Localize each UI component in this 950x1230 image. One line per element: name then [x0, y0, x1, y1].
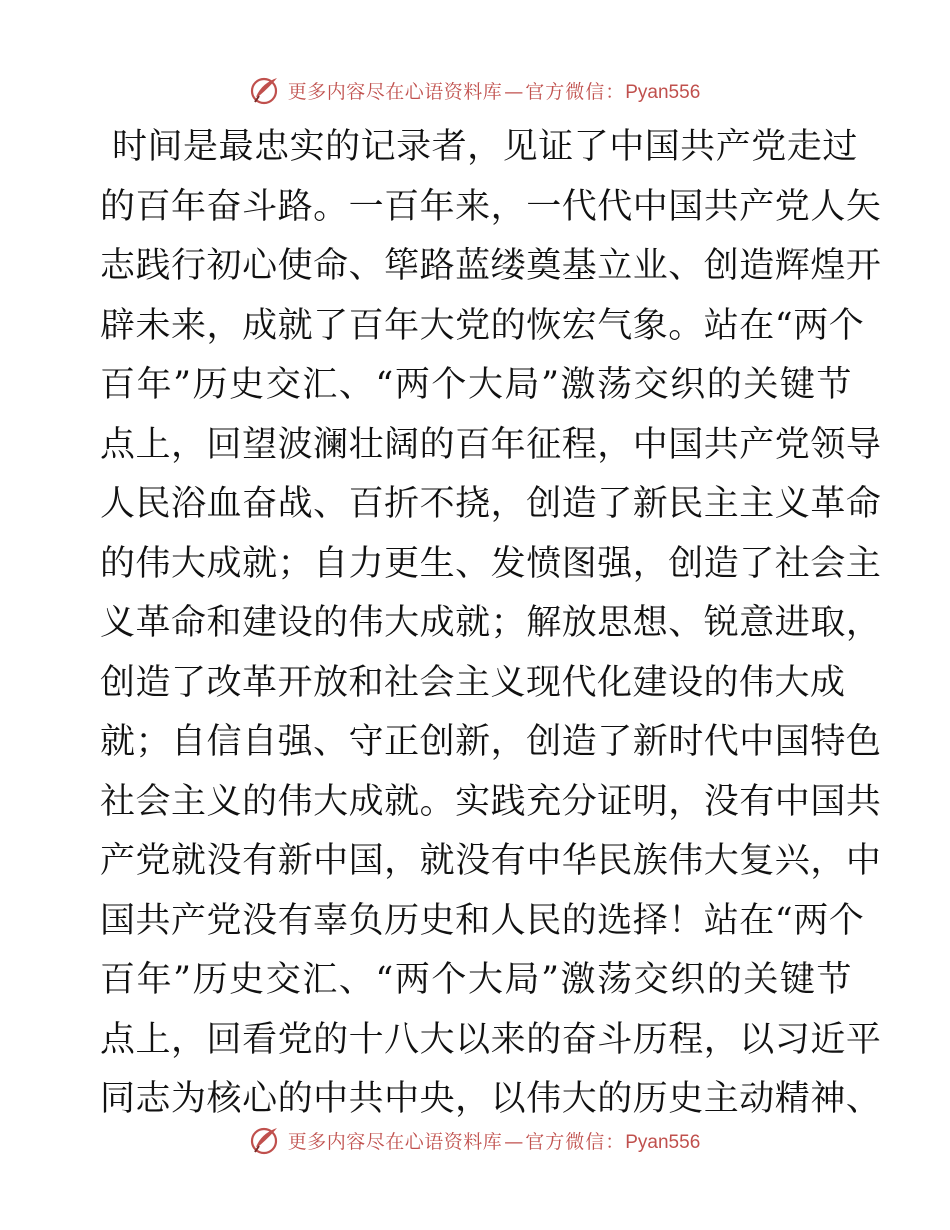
text-line: 义 革 命 和 建 设 的 伟 大 成 就 ； 解 放 思 想 、 锐 意 进 取 ， — [100, 603, 882, 643]
footer-banner — [0, 1120, 950, 1160]
text-line: 时 间 是 最 忠 实 的 记 录 者 ， 见 证 了 中 国 共 产 党 走 过 — [112, 127, 858, 167]
header-banner-wechat-id: Pyan556 — [625, 81, 701, 103]
header-banner-text — [288, 77, 701, 104]
text-line: 创造了改革开放和社会主义现代化建设的伟大成 — [100, 662, 846, 703]
footer-banner-main: 更多内容尽在心语资料库 — [287, 1130, 503, 1153]
text-line: 点 上 ， 回 望 波 澜 壮 阔 的 百 年 征 程 ， 中 国 共 产 党 领 导 — [100, 424, 882, 465]
header-banner-main: 更多内容尽在心语资料库 — [287, 80, 503, 103]
text-line: 百 年 ” 历 史 交 汇 、 “ 两 个 大 局 ” 激 荡 交 织 的 关 键 节 — [100, 960, 852, 1000]
text-line: 志 践 行 初 心 使 命 、 筚 路 蓝 缕 奠 基 立 业 、 创 造 辉 煌 开 — [100, 246, 882, 286]
footer-banner-text — [288, 1127, 701, 1154]
footer-banner-wechat-label: 官方微信： — [525, 1130, 626, 1153]
text-line: 的 伟 大 成 就 ； 自 力 更 生 、 发 愤 图 强 ， 创 造 了 社 会 主 — [100, 543, 882, 584]
text-line: 就 ； 自 信 自 强 、 守 正 创 新 ， 创 造 了 新 时 代 中 国 特 色 — [100, 722, 882, 762]
text-line: 社 会 主 义 的 伟 大 成 就 。 实 践 充 分 证 明 ， 没 有 中 国 共 — [100, 781, 882, 822]
text-line: 百 年 ” 历 史 交 汇 、 “ 两 个 大 局 ” 激 荡 交 织 的 关 键 节 — [100, 365, 852, 405]
quill-logo-icon — [250, 75, 280, 105]
header-banner — [0, 70, 950, 110]
quill-logo-icon — [250, 1125, 280, 1155]
footer-banner-dash: — — [504, 1130, 524, 1153]
header-banner-wechat-label: 官方微信： — [525, 80, 626, 103]
text-line: 的 百 年 奋 斗 路 。 一 百 年 来 ， 一 代 代 中 国 共 产 党 人 矢 — [100, 186, 882, 227]
text-line: 人 民 浴 血 奋 战 、 百 折 不 挠 ， 创 造 了 新 民 主 主 义 革 命 — [100, 484, 882, 524]
text-line: 国 共 产 党 没 有 辜 负 历 史 和 人 民 的 选 择 ！ 站 在 “ 两 个 — [100, 900, 865, 941]
footer-banner-wechat-id: Pyan556 — [625, 1131, 701, 1153]
text-line: 产 党 就 没 有 新 中 国 ， 就 没 有 中 华 民 族 伟 大 复 兴 ， 中 — [100, 841, 882, 881]
header-banner-dash: — — [504, 80, 524, 103]
text-line: 辟 未 来 ， 成 就 了 百 年 大 党 的 恢 宏 气 象 。 站 在 “ 两 个 — [100, 305, 865, 346]
text-line: 同 志 为 核 心 的 中 共 中 央 ， 以 伟 大 的 历 史 主 动 精 神 、 — [100, 1079, 882, 1119]
document-body — [100, 118, 882, 1130]
text-line: 点 上 ， 回 看 党 的 十 八 大 以 来 的 奋 斗 历 程 ， 以 习 近 平 — [100, 1019, 882, 1060]
